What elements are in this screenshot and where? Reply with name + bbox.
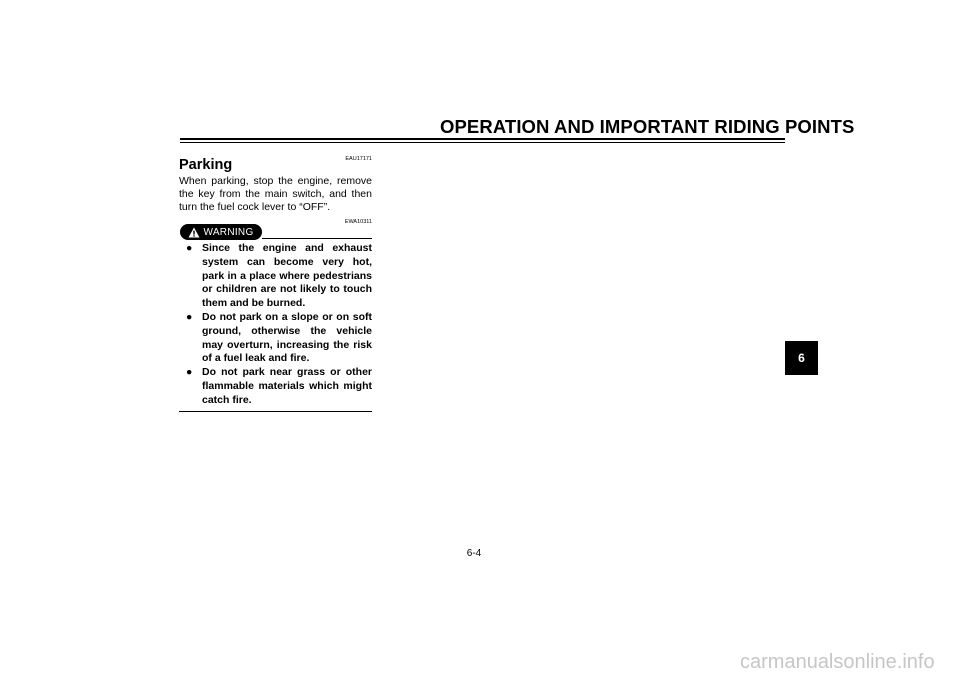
warning-triangle-icon	[188, 227, 200, 238]
chapter-tab: 6	[785, 341, 818, 375]
warning-badge	[180, 224, 262, 240]
watermark: carmanualsonline.info	[740, 651, 935, 673]
section-heading: Parking	[179, 157, 233, 173]
section-body: When parking, stop the engine, remove the key from the main switch, and then turn the fuel cock lever to “OFF”.	[179, 175, 372, 213]
page-number: 6-4	[466, 548, 482, 559]
header-rule-thick	[180, 138, 785, 140]
warning-code: EWA10311	[344, 219, 372, 225]
warning-item-text: Do not park near grass or other flammable materials which might catch fire.	[202, 366, 372, 406]
warning-rule-top	[262, 238, 372, 239]
bullet-icon: ●	[186, 310, 193, 323]
warning-label: WARNING	[203, 226, 254, 238]
list-item	[186, 242, 372, 311]
warning-item-text: Do not park on a slope or on soft ground, otherwise the vehicle may overturn, increasing the risk of a fuel leak and fire.	[202, 310, 372, 365]
bullet-icon: ●	[186, 242, 193, 254]
list-item	[186, 311, 372, 366]
warning-list	[186, 242, 372, 408]
bullet-icon: ●	[186, 366, 193, 379]
list-item	[186, 366, 372, 407]
header-rule-thin	[180, 142, 785, 143]
warning-rule-bottom	[179, 411, 372, 412]
warning-item-text: Since the engine and exhaust system can become very hot, park in a place where pedestrians or children are not likely to touch them and be burned.	[202, 242, 372, 310]
section-code: EAU17171	[345, 156, 372, 162]
page-title: OPERATION AND IMPORTANT RIDING POINTS	[440, 116, 855, 137]
